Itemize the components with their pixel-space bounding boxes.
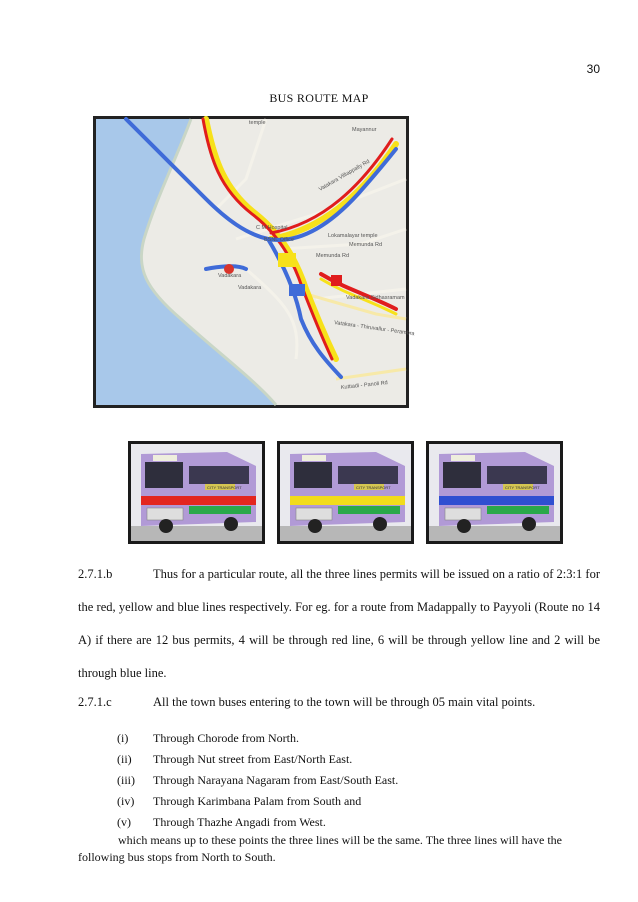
list-item-number: (iv): [117, 794, 135, 808]
map-label-memunda-rd-1: Memunda Rd: [349, 242, 383, 248]
map-label-panoli-rd: Kuttiadi - Panoli Rd: [340, 380, 389, 391]
map-label-mayannur: Mayannur: [352, 127, 377, 133]
list-item-text: Through Karimbana Palam from South and: [153, 794, 362, 808]
map-label-memunda-rd-2: Memunda Rd: [316, 253, 350, 259]
list-item-text: Through Nut street from East/North East.: [153, 752, 353, 766]
closing-line-1: which means up to these points the three lines will be the same. The three lines will have the: [118, 833, 562, 847]
map-label-thiruvallur-rd: Vatakara - Thiruvallur - Perambra: [333, 320, 415, 338]
red-line-bus-image: [128, 441, 265, 544]
list-item-number: (v): [117, 815, 131, 829]
vital-points-list: [117, 728, 398, 833]
red-junction: [331, 275, 342, 286]
list-item: [117, 812, 398, 833]
bus-route-map: [93, 116, 415, 408]
closing-paragraph: [78, 832, 600, 866]
section-c-number: 2.7.1.c: [78, 695, 112, 709]
map-label-lokamalayar: Lokamalayar temple: [328, 233, 378, 239]
list-item: [117, 791, 398, 812]
list-item: [117, 770, 398, 791]
section-c-paragraph: [78, 686, 600, 719]
blue-junction: [289, 284, 305, 296]
map-label-sidhasramam: Vadakara Sidhasramam: [346, 295, 405, 301]
map-label-cm-hospital: C M Hospital: [256, 225, 288, 231]
list-item-text: Through Chorode from North.: [153, 731, 299, 745]
list-item-number: (ii): [117, 752, 132, 766]
bus-sign-1: CITY TRANSPORT: [207, 485, 242, 490]
page-number: 30: [586, 62, 600, 76]
list-item: [117, 749, 398, 770]
map-label-villiapally-rd: Vatakara Villiappally Rd: [318, 158, 371, 193]
yellow-line-bus-image: [277, 441, 414, 544]
route-map-drawing: [96, 119, 415, 405]
bus-sign-2: CITY TRANSPORT: [356, 485, 391, 490]
map-label-vadakara-2: Vadakara: [238, 285, 262, 291]
closing-line-2: following bus stops from North to South.: [78, 850, 276, 864]
list-item-number: (i): [117, 731, 129, 745]
map-label-vadakara: Vadakara: [218, 273, 242, 279]
list-item: [117, 728, 398, 749]
section-b-number: 2.7.1.b: [78, 567, 113, 581]
list-item-text: Through Narayana Nagaram from East/South East.: [153, 773, 399, 787]
list-item-text: Through Thazhe Angadi from West.: [153, 815, 326, 829]
page-title: BUS ROUTE MAP: [269, 91, 369, 105]
section-b-paragraph: [78, 558, 600, 690]
map-label-bsnl-office: BSNL Office: [264, 237, 294, 243]
section-b-text: Thus for a particular route, all the three lines permits will be issued on a ratio of 2:3:1 for the red, yellow and blue lines respectively. For eg. for a route from Madappally to Payyoli (Route no 14 A) if there are 12 bus permits, 4 will be through red line, 6 will be through yellow line and 2 will be through blue line.: [78, 567, 600, 680]
blue-line-bus-image: [426, 441, 563, 544]
map-label-temple: temple: [249, 120, 266, 126]
section-c-text: All the town buses entering to the town will be through 05 main vital points.: [153, 695, 536, 709]
yellow-junction: [278, 253, 296, 267]
list-item-number: (iii): [117, 773, 135, 787]
sea: [96, 119, 276, 405]
bus-sign-3: CITY TRANSPORT: [505, 485, 540, 490]
